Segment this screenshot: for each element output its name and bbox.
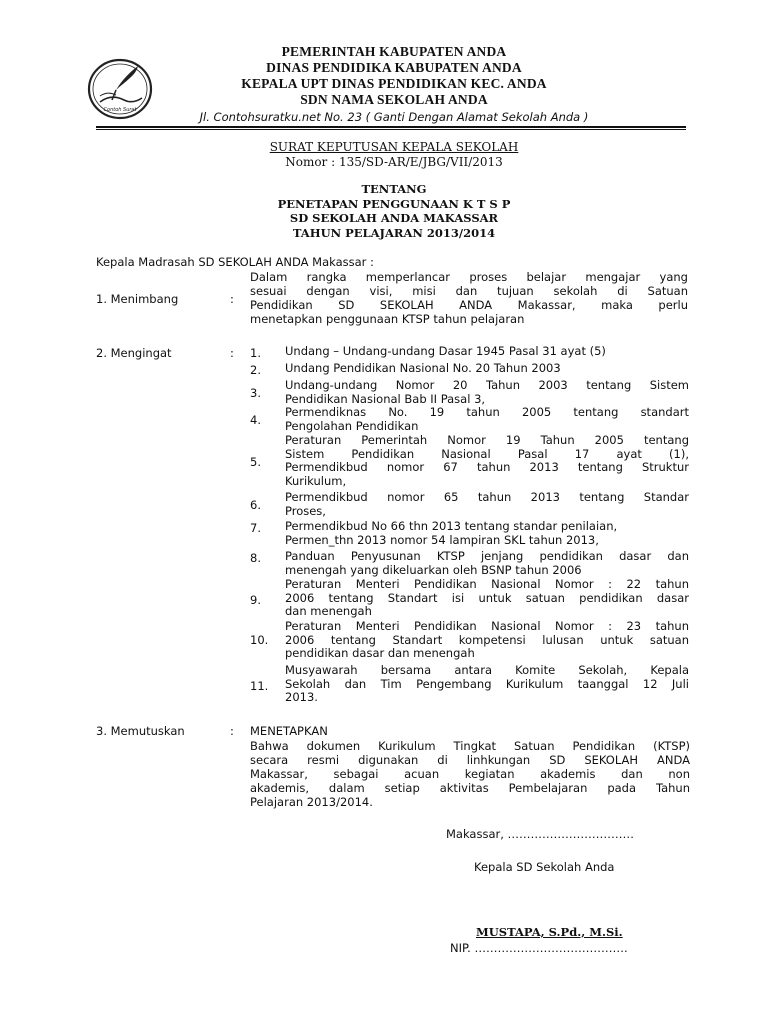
subject-line-1: PENETAPAN PENGGUNAAN K T S P [277,196,511,211]
menetapkan-heading: MENETAPKAN [250,724,328,738]
mengingat-item-line: Permendikbud nomor 65 tahun 2013 tentang Standar [285,490,689,504]
mengingat-item-number: 5. [250,455,261,469]
letterhead-line-3: KEPALA UPT DINAS PENDIDIKAN KEC. ANDA [241,76,547,91]
letterhead-line-1: PEMERINTAH KABUPATEN ANDA [281,44,507,59]
memutuskan-line: secara resmi digunakan di linhkungan SD SEKOLAH ANDA [250,753,690,767]
mengingat-item [285,620,689,661]
mengingat-item-line: 2006 tentang Standart kompetensi lulusan untuk satuan [285,632,689,647]
letterhead-address: Jl. Contohsuratku.net No. 23 ( Ganti Dengan Alamat Sekolah Anda ) [199,110,589,124]
subject-line-2: SD SEKOLAH ANDA MAKASSAR [289,211,499,225]
mengingat-item-line: Sekolah dan Tim Pengembang Kurikulum taanggal 12 Juli [285,676,689,691]
mengingat-item-line: Undang-undang Nomor 20 Tahun 2003 tentang Sistem [285,378,689,392]
mengingat-item-line: Undang – Undang-undang Dasar 1945 Pasal 31 ayat (5) [285,344,606,358]
mengingat-item-line: 2013. [285,690,318,704]
mengingat-item-line: Peraturan Menteri Pendidikan Nasional Nomor : 23 tahun [285,619,689,633]
mengingat-item-line: Musyawarah bersama antara Komite Sekolah, Kepala [285,663,689,677]
letterhead-divider-thin [96,129,686,130]
mengingat-colon: : [230,346,234,360]
decree-heading: SURAT KEPUTUSAN KEPALA SEKOLAH [269,140,519,154]
letterhead [90,44,698,125]
mengingat-item [285,578,689,619]
mengingat-item-line: Undang Pendidikan Nasional No. 20 Tahun 2003 [285,361,561,375]
memutuskan-label: 3. Memutuskan [96,724,185,738]
mengingat-item [285,362,689,376]
signer-name: MUSTAPA, S.Pd., M.Si. [476,925,623,939]
mengingat-item-number: 7. [250,521,261,535]
mengingat-item [285,550,689,577]
mengingat-item-number: 3. [250,386,261,400]
mengingat-item-line: Permendikbud No 66 thn 2013 tentang standar penilaian, [285,519,618,533]
mengingat-label: 2. Mengingat [96,346,172,360]
mengingat-item [285,491,689,518]
mengingat-item-number: 4. [250,413,261,427]
menimbang-text [250,270,688,326]
letterhead-line-4: SDN NAMA SEKOLAH ANDA [300,92,488,107]
mengingat-item-line: Permendikbud nomor 67 tahun 2013 tentang Struktur [285,460,689,474]
mengingat-item-line: Sistem Pendidikan Nasional Pasal 17 ayat (1), [285,446,689,461]
mengingat-item-line: Pengolahan Pendidikan [285,418,419,433]
mengingat-item-line: Panduan Penyusunan KTSP jenjang pendidikan dasar dan [285,549,689,563]
document-title [90,140,698,170]
subject-block [90,182,698,240]
menimbang-line: menetapkan penggunaan KTSP tahun pelajaran [250,312,525,326]
mengingat-item-line: Permendiknas No. 19 tahun 2005 tentang standart [285,405,689,419]
mengingat-item [285,379,689,406]
mengingat-item [285,345,689,359]
memutuskan-line: Pelajaran 2013/2014. [250,795,373,809]
mengingat-item [285,664,689,705]
menimbang-line: Pendidikan SD SEKOLAH ANDA Makassar, maka perlu [250,298,688,312]
mengingat-item-number: 10. [250,633,269,647]
subject-tentang: TENTANG [361,182,427,196]
menimbang-label: 1. Menimbang [96,292,179,306]
letterhead-line-2: DINAS PENDIDIKA KABUPATEN ANDA [266,60,522,75]
mengingat-item-number: 2. [250,363,261,377]
mengingat-item-number: 11. [250,679,269,693]
mengingat-item-number: 1. [250,346,261,360]
intro-line: Kepala Madrasah SD SEKOLAH ANDA Makassar : [96,255,374,269]
mengingat-item [285,434,689,488]
memutuskan-line: akademis, dalam setiap aktivitas Pembelajaran pada Tahun [250,781,690,795]
mengingat-item-line: Kurikulum, [285,473,347,488]
mengingat-item-line: 2006 tentang Standart isi untuk satuan pendidikan dasar [285,590,689,605]
memutuskan-line: Makassar, sebagai acuan kegiatan akademis dan non [250,767,690,781]
menimbang-line: Dalam rangka memperlancar proses belajar mengajar yang [250,270,688,284]
signer-nip: NIP. …………………………………. [450,941,628,955]
mengingat-item-line: pendidikan dasar dan menengah [285,646,475,660]
place-date: Makassar, …………………………… [446,827,635,841]
memutuskan-line: Bahwa dokumen Kurikulum Tingkat Satuan Pendidikan (KTSP) [250,739,690,753]
mengingat-item-number: 8. [250,551,261,565]
mengingat-item-line: Pendidikan Nasional Bab II Pasal 3, [285,391,486,406]
mengingat-item-number: 6. [250,498,261,512]
subject-line-3: TAHUN PELAJARAN 2013/2014 [292,225,496,240]
svg-text:Contoh Surat: Contoh Surat [103,107,137,113]
mengingat-item-line: Peraturan Menteri Pendidikan Nasional Nomor : 22 tahun [285,577,689,591]
mengingat-item-line: Proses, [285,503,326,518]
decree-number: Nomor : 135/SD-AR/E/JBG/VII/2013 [285,155,503,169]
letterhead-divider [96,126,686,128]
menimbang-line: sesuai dengan visi, misi dan tujuan sekolah di Satuan [250,284,688,298]
signer-position: Kepala SD Sekolah Anda [474,860,615,874]
mengingat-item-line: Peraturan Pemerintah Nomor 19 Tahun 2005 tentang [285,433,689,447]
mengingat-item-line: menengah yang dikeluarkan oleh BSNP tahun 2006 [285,562,582,577]
mengingat-item-line: dan menengah [285,604,372,618]
memutuskan-text [250,739,690,809]
memutuskan-colon: : [230,724,234,738]
mengingat-item [285,520,689,547]
mengingat-item [285,406,689,433]
mengingat-item-line: Permen_thn 2013 nomor 54 lampiran SKL tahun 2013, [285,532,599,547]
mengingat-item-number: 9. [250,593,261,607]
menimbang-colon: : [230,292,234,306]
